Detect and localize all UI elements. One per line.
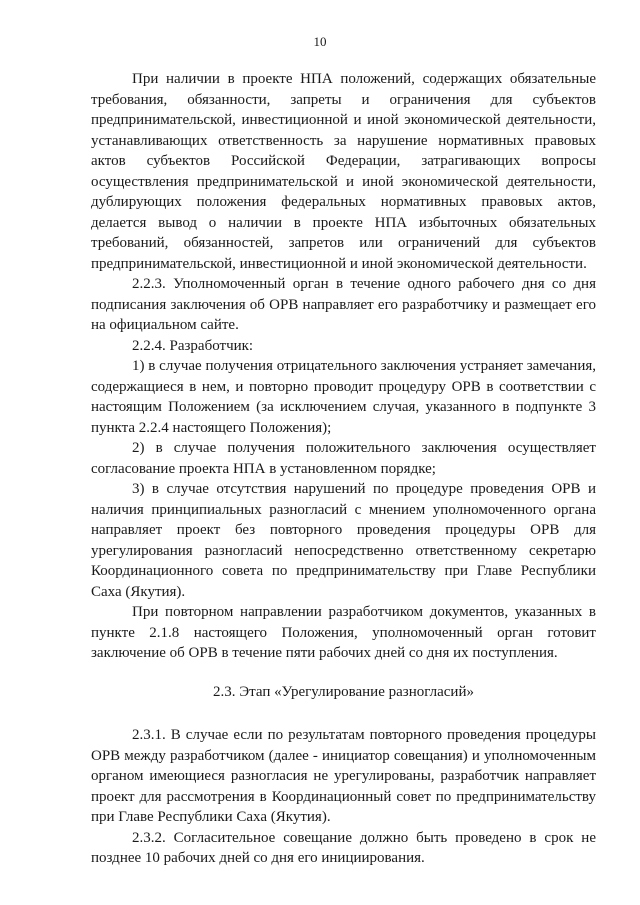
paragraph-2-2-4: 2.2.4. Разработчик: xyxy=(132,337,254,354)
list-item-3: 3) в случае отсутствия нарушений по процедуре проведения ОРВ и наличия принципиальных разногласий с мнением уполномоченного органа направляет проект без повторного проведения процедуры ОРВ для урегулирования разногласий непосредственно ответственному секретарю Координационного совета по предпринимательству при Главе Республики Саха (Якутия). xyxy=(91,481,596,600)
document-body xyxy=(91,69,596,869)
list-item-2: 2) в случае получения положительного заключения осуществляет согласование проекта НПА в установленном порядке; xyxy=(91,440,596,477)
paragraph-resubmission: При повторном направлении разработчиком документов, указанных в пункте 2.1.8 настоящего Положения, уполномоченный орган готовит заключение об ОРВ в течение пяти рабочих дней со дня их поступления. xyxy=(91,604,596,661)
paragraph-excess-requirements: При наличии в проекте НПА положений, содержащих обязательные требования, обязанности, запреты и ограничения для субъектов предпринимательской, инвестиционной и иной экономической деятельности, устанавливающих ответственность за нарушение нормативных правовых актов субъектов Российской Федерации, затрагивающих вопросы осуществления предпринимательской и иной экономической деятельности, дублирующих положения федеральных нормативных правовых актов, делается вывод о наличии в проекте НПА избыточных обязательных требований, обязанностей, запретов или ограничений для субъектов предпринимательской, инвестиционной и иной экономической деятельности. xyxy=(91,71,596,272)
list-item-1: 1) в случае получения отрицательного заключения устраняет замечания, содержащиеся в нем, и повторно проводит процедуру ОРВ в соответствии с настоящим Положением (за исключением случая, указанного в подпункте 3 пункта 2.2.4 настоящего Положения); xyxy=(91,358,596,436)
paragraph-2-2-3: 2.2.3. Уполномоченный орган в течение одного рабочего дня со дня подписания заключения об ОРВ направляет его разработчику и размещает его на официальном сайте. xyxy=(91,276,596,333)
page-number: 10 xyxy=(313,34,327,49)
section-heading: 2.3. Этап «Урегулирование разногласий» xyxy=(213,683,474,700)
paragraph-2-3-2: 2.3.2. Согласительное совещание должно быть проведено в срок не позднее 10 рабочих дней со дня его инициирования. xyxy=(91,829,596,866)
paragraph-2-3-1: 2.3.1. В случае если по результатам повторного проведения процедуры ОРВ между разработчиком (далее - инициатор совещания) и уполномоченным органом имеющиеся разногласия не урегулированы, разработчик направляет проект для рассмотрения в Координационный совет по предпринимательству при Главе Республики Саха (Якутия). xyxy=(91,727,596,825)
